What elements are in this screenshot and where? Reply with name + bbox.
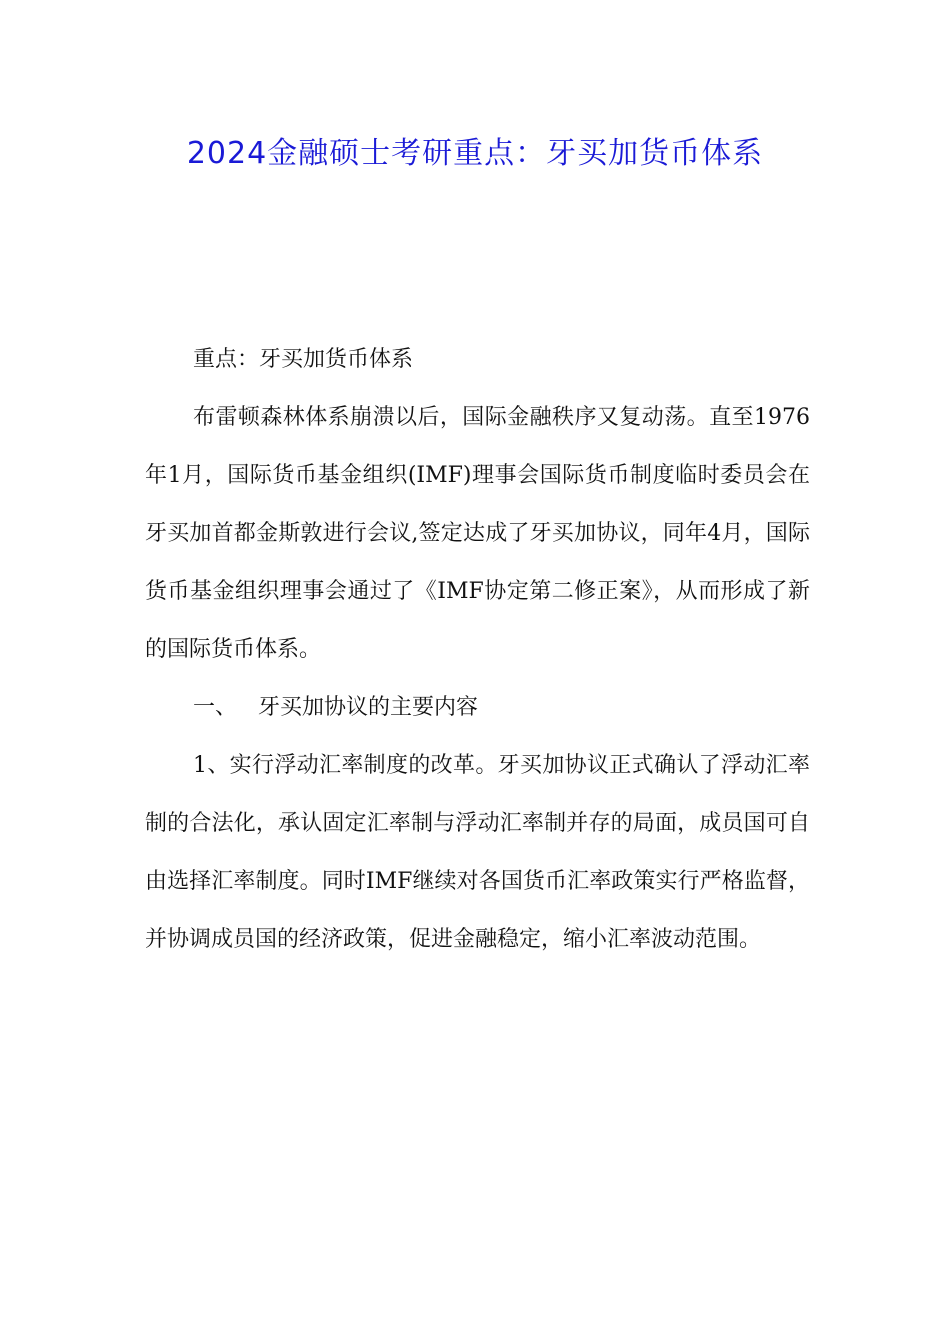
section-heading-number: 一、 <box>193 695 238 720</box>
point-1-paragraph: 1、实行浮动汇率制度的改革。牙买加协议正式确认了浮动汇率制的合法化，承认固定汇率制与浮动汇率制并存的局面，成员国可自由选择汇率制度。同时IMF继续对各国货币汇率政策实行严格监督，并协调成员国的经济政策，促进金融稳定，缩小汇率波动范围。 <box>145 753 810 952</box>
key-point-paragraph: 重点：牙买加货币体系 <box>193 347 414 372</box>
document-body <box>145 331 810 969</box>
section-heading <box>145 679 810 737</box>
background-paragraph: 布雷顿森林体系崩溃以后，国际金融秩序又复动荡。直至1976年1月，国际货币基金组织(IMF)理事会国际货币制度临时委员会在牙买加首都金斯敦进行会议,签定达成了牙买加协议，同年4月，国际货币基金组织理事会通过了《IMF协定第二修正案》，从而形成了新的国际货币体系。 <box>145 405 810 662</box>
section-heading-text: 牙买加协议的主要内容 <box>258 695 479 720</box>
document-title: 2024金融硕士考研重点：牙买加货币体系 <box>186 136 764 171</box>
